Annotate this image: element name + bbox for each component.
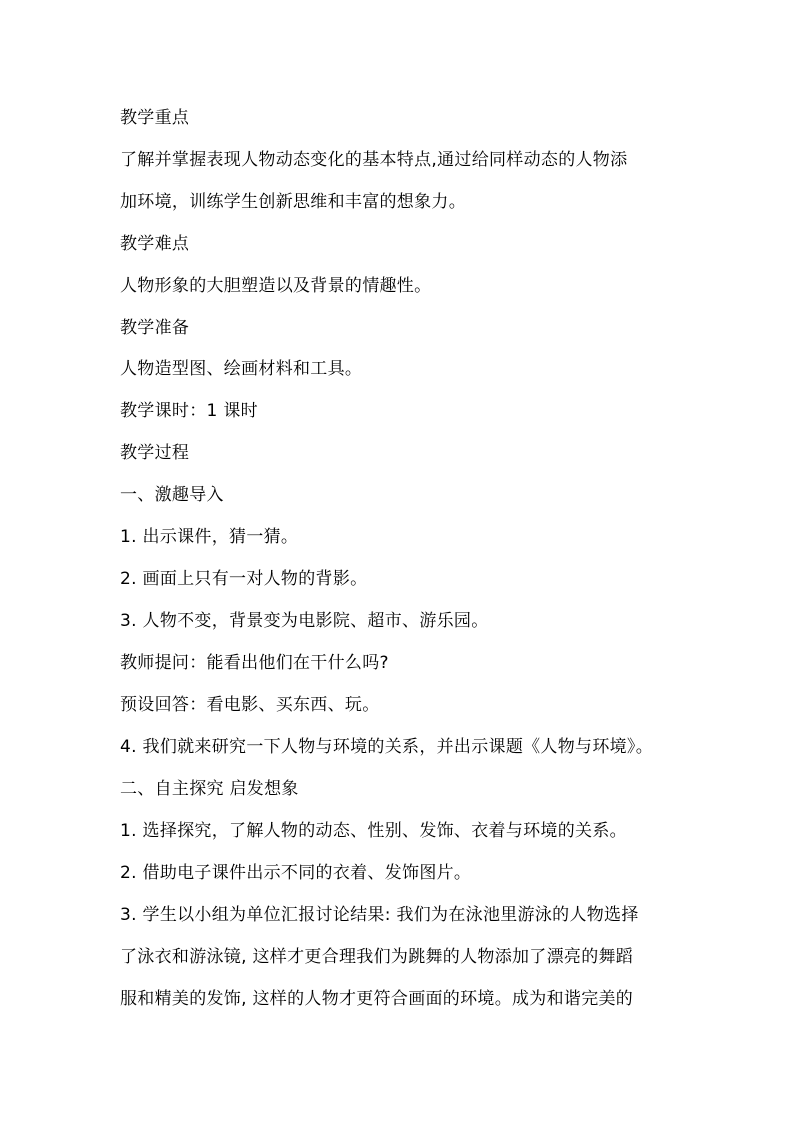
paragraph-line: 加环境，训练学生创新思维和丰富的想象力。 xyxy=(120,192,466,212)
section-heading: 一、激趣导入 xyxy=(120,485,224,505)
paragraph-line: 人物造型图、绘画材料和工具。 xyxy=(120,359,363,379)
paragraph-line: 了解并掌握表现人物动态变化的基本特点,通过给同样动态的人物添 xyxy=(120,150,628,170)
paragraph-line: 了泳衣和游泳镜, 这样才更合理我们为跳舞的人物添加了漂亮的舞蹈 xyxy=(120,947,634,967)
list-item: 3. 学生以小组为单位汇报讨论结果: 我们为在泳池里游泳的人物选择 xyxy=(120,905,639,925)
paragraph-line: 教师提问：能看出他们在干什么吗? xyxy=(120,653,389,673)
list-item: 2. 画面上只有一对人物的背影。 xyxy=(120,569,368,589)
list-item: 3. 人物不变，背景变为电影院、超市、游乐园。 xyxy=(120,611,489,631)
heading-teaching-difficulty: 教学难点 xyxy=(120,234,190,254)
heading-teaching-focus: 教学重点 xyxy=(120,108,190,128)
list-item: 1. 出示课件，猜一猜。 xyxy=(120,527,299,547)
teaching-hours-line: 教学课时：1 课时 xyxy=(120,401,258,421)
paragraph-line: 人物形象的大胆塑造以及背景的情趣性。 xyxy=(120,276,432,296)
heading-teaching-process: 教学过程 xyxy=(120,443,190,463)
list-item: 4. 我们就来研究一下人物与环境的关系，并出示课题《人物与环境》。 xyxy=(120,737,654,757)
list-item: 1. 选择探究，了解人物的动态、性别、发饰、衣着与环境的关系。 xyxy=(120,821,627,841)
heading-teaching-preparation: 教学准备 xyxy=(120,318,190,338)
list-item: 2. 借助电子课件出示不同的衣着、发饰图片。 xyxy=(120,863,472,883)
section-heading: 二、自主探究 启发想象 xyxy=(120,779,299,799)
paragraph-line: 服和精美的发饰, 这样的人物才更符合画面的环境。成为和谐完美的 xyxy=(120,989,634,1009)
paragraph-line: 预设回答：看电影、买东西、玩。 xyxy=(120,695,380,715)
